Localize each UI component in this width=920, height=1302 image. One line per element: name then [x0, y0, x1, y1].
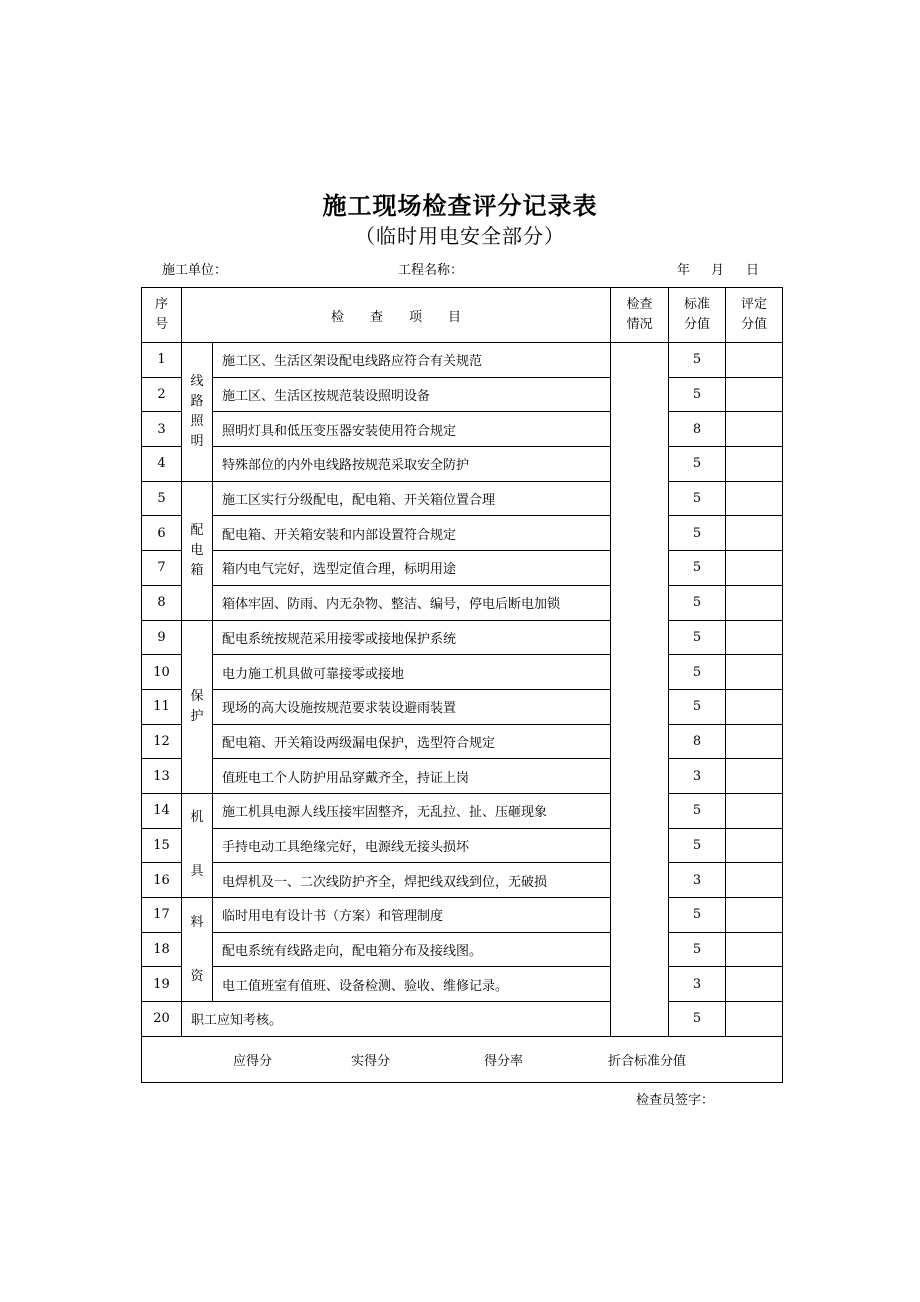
table-row	[142, 447, 783, 482]
row-number: 14	[142, 793, 182, 828]
standard-score: 5	[669, 377, 726, 412]
row-number: 2	[142, 377, 182, 412]
row-number: 1	[142, 343, 182, 378]
row-number: 6	[142, 516, 182, 551]
row-item: 配电系统按规范采用接零或接地保护系统	[213, 620, 611, 655]
row-item: 电工值班室有值班、设备检测、验收、维修记录。	[213, 967, 611, 1002]
category-char: 料	[190, 914, 204, 930]
row-item: 电焊机及一、二次线防护齐全，焊把线双线到位，无破损	[213, 863, 611, 898]
evaluated-score-cell[interactable]	[726, 898, 783, 933]
evaluated-score-cell[interactable]	[726, 551, 783, 586]
row-number: 3	[142, 412, 182, 447]
row-item: 箱体牢固、防雨、内无杂物、整洁、编号，停电后断电加锁	[213, 585, 611, 620]
standard-score: 5	[669, 1002, 726, 1037]
row-number: 7	[142, 551, 182, 586]
standard-score: 3	[669, 759, 726, 794]
category-char: 护	[190, 708, 204, 724]
header-standard-score: 标准 分值	[669, 288, 726, 343]
header-status: 检查 情况	[611, 288, 669, 343]
row-number: 11	[142, 689, 182, 724]
inspection-status-cell[interactable]	[611, 343, 669, 1037]
standard-score: 5	[669, 793, 726, 828]
table-row	[142, 759, 783, 794]
score-rate-label: 得分率	[484, 1053, 524, 1069]
row-item: 临时用电有设计书（方案）和管理制度	[213, 898, 611, 933]
row-item: 现场的高大设施按规范要求装设避雨装置	[213, 689, 611, 724]
date-year-label: 年	[677, 263, 691, 278]
evaluated-score-cell[interactable]	[726, 1002, 783, 1037]
row-number: 4	[142, 447, 182, 482]
category-char: 照	[190, 413, 204, 429]
row-number: 9	[142, 620, 182, 655]
row-item: 箱内电气完好，选型定值合理，标明用途	[213, 551, 611, 586]
evaluated-score-cell[interactable]	[726, 932, 783, 967]
row-number: 18	[142, 932, 182, 967]
standard-score: 5	[669, 551, 726, 586]
standard-score: 3	[669, 863, 726, 898]
row-number: 16	[142, 863, 182, 898]
standard-score: 5	[669, 585, 726, 620]
due-score-label: 应得分	[233, 1053, 273, 1069]
row-number: 20	[142, 1002, 182, 1037]
evaluated-score-cell[interactable]	[726, 447, 783, 482]
category-char: 线	[190, 373, 204, 389]
standard-score: 5	[669, 655, 726, 690]
row-number: 13	[142, 759, 182, 794]
row-item: 施工区实行分级配电，配电箱、开关箱位置合理	[213, 481, 611, 516]
row-item: 配电箱、开关箱设两级漏电保护，选型符合规定	[213, 724, 611, 759]
date-day-label: 日	[746, 263, 760, 278]
date-month-label: 月	[711, 263, 725, 278]
table-row	[142, 516, 783, 551]
category-cell	[182, 343, 213, 482]
category-cell	[182, 620, 213, 793]
row-item: 配电系统有线路走向，配电箱分布及接线图。	[213, 932, 611, 967]
table-header-row	[142, 288, 783, 343]
header-seq: 序 号	[142, 288, 182, 343]
category-char: 具	[190, 864, 204, 880]
row-item: 照明灯具和低压变压器安装使用符合规定	[213, 412, 611, 447]
table-row	[142, 481, 783, 516]
evaluated-score-cell[interactable]	[726, 689, 783, 724]
table-row	[142, 377, 783, 412]
header-evaluated-score: 评定 分值	[726, 288, 783, 343]
table-row	[142, 932, 783, 967]
category-char: 电	[190, 542, 204, 558]
table-row	[142, 620, 783, 655]
row-item: 施工区、生活区架设配电线路应符合有关规范	[213, 343, 611, 378]
evaluated-score-cell[interactable]	[726, 967, 783, 1002]
table-row	[142, 724, 783, 759]
standard-score: 5	[669, 516, 726, 551]
row-item: 施工机具电源人线压接牢固整齐，无乱拉、扯、压砸现象	[213, 793, 611, 828]
category-char: 资	[190, 968, 204, 984]
evaluated-score-cell[interactable]	[726, 377, 783, 412]
evaluated-score-cell[interactable]	[726, 724, 783, 759]
row-item: 值班电工个人防护用品穿戴齐全，持证上岗	[213, 759, 611, 794]
evaluated-score-cell[interactable]	[726, 828, 783, 863]
evaluated-score-cell[interactable]	[726, 412, 783, 447]
standard-score: 5	[669, 343, 726, 378]
row-item: 职工应知考核。	[182, 1002, 611, 1037]
standard-score: 5	[669, 447, 726, 482]
summary-cell	[142, 1036, 783, 1082]
row-item: 特殊部位的内外电线路按规范采取安全防护	[213, 447, 611, 482]
page-title: 施工现场检查评分记录表	[322, 191, 598, 220]
standard-score: 5	[669, 689, 726, 724]
summary-row	[142, 1036, 783, 1082]
table-row	[142, 655, 783, 690]
project-name-label: 工程名称：	[398, 263, 464, 278]
evaluated-score-cell[interactable]	[726, 793, 783, 828]
evaluated-score-cell[interactable]	[726, 655, 783, 690]
evaluated-score-cell[interactable]	[726, 481, 783, 516]
standard-score: 8	[669, 724, 726, 759]
row-item: 施工区、生活区按规范装设照明设备	[213, 377, 611, 412]
table-row	[142, 551, 783, 586]
row-number: 19	[142, 967, 182, 1002]
table-row	[142, 412, 783, 447]
table-row	[142, 585, 783, 620]
row-number: 17	[142, 898, 182, 933]
table-row	[142, 689, 783, 724]
table-row	[142, 1002, 783, 1037]
standard-score: 5	[669, 828, 726, 863]
category-char: 机	[190, 810, 204, 826]
standard-score: 8	[669, 412, 726, 447]
converted-score-label: 折合标准分值	[608, 1053, 687, 1069]
evaluated-score-cell[interactable]	[726, 759, 783, 794]
table-row	[142, 863, 783, 898]
inspector-signature-label: 检查员签字：	[636, 1093, 715, 1108]
row-number: 10	[142, 655, 182, 690]
category-char: 路	[190, 393, 204, 409]
category-cell	[182, 898, 213, 1002]
standard-score: 5	[669, 932, 726, 967]
row-number: 8	[142, 585, 182, 620]
row-item: 配电箱、开关箱安装和内部设置符合规定	[213, 516, 611, 551]
row-number: 15	[142, 828, 182, 863]
category-char: 明	[190, 433, 204, 449]
table-row	[142, 343, 783, 378]
standard-score: 5	[669, 620, 726, 655]
table-row	[142, 967, 783, 1002]
table-row	[142, 793, 783, 828]
row-number: 12	[142, 724, 182, 759]
construction-unit-label: 施工单位：	[162, 263, 228, 278]
row-item: 手持电动工具绝缘完好，电源线无接头损坏	[213, 828, 611, 863]
evaluated-score-cell[interactable]	[726, 516, 783, 551]
evaluated-score-cell[interactable]	[726, 863, 783, 898]
page-subtitle: （临时用电安全部分）	[355, 224, 565, 248]
table-row	[142, 898, 783, 933]
row-number: 5	[142, 481, 182, 516]
category-char: 配	[190, 522, 204, 538]
row-item: 电力施工机具做可靠接零或接地	[213, 655, 611, 690]
standard-score: 5	[669, 898, 726, 933]
category-char: 箱	[190, 562, 204, 578]
category-cell	[182, 481, 213, 620]
evaluated-score-cell[interactable]	[726, 343, 783, 378]
actual-score-label: 实得分	[351, 1053, 391, 1069]
standard-score: 3	[669, 967, 726, 1002]
evaluated-score-cell[interactable]	[726, 585, 783, 620]
evaluated-score-cell[interactable]	[726, 620, 783, 655]
inspection-score-table	[141, 287, 783, 1083]
standard-score: 5	[669, 481, 726, 516]
header-item: 检 查 项 目	[182, 288, 611, 343]
category-char: 保	[190, 688, 204, 704]
table-row	[142, 828, 783, 863]
category-cell	[182, 793, 213, 897]
